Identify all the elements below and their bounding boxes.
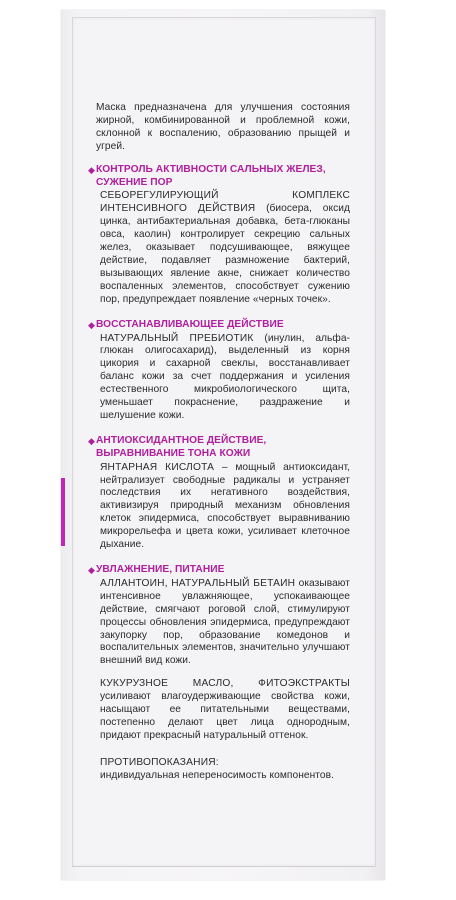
section-heading-text: КОНТРОЛЬ АКТИВНОСТИ САЛЬНЫХ ЖЕЛЕЗ, СУЖЕНИЕ ПОР xyxy=(96,163,326,188)
extra-paragraph-text: усиливают влагоудерживающие свойства кожи, насыщают ее питательными веществами, постепенно делают цвет лица однородным, придают прекрасный натуральный оттенок. xyxy=(100,691,350,741)
section-heading xyxy=(88,163,350,190)
section-moisturizing xyxy=(88,564,350,783)
diamond-bullet-icon: ◆ xyxy=(88,435,95,446)
box-edge-accent xyxy=(61,478,65,546)
panel-bottom-edge xyxy=(72,866,374,867)
section-heading xyxy=(88,318,350,332)
ingredient-lead: СЕБОРЕГУЛИРУЮЩИЙ КОМПЛЕКС ИНТЕНСИВНОГО ДЕЙСТВИЯ xyxy=(100,190,350,215)
ingredient-lead: НАТУРАЛЬНЫЙ ПРЕБИОТИК xyxy=(100,332,254,344)
contraindications-text: индивидуальная непереносимость компонентов. xyxy=(100,769,334,781)
intro-text: Маска предназначена для улучшения состояния жирной, комбинированной и проблемной кожи, склонной к воспалению, образованию прыщей и угрей. xyxy=(96,102,350,152)
section-heading-text: УВЛАЖНЕНИЕ, ПИТАНИЕ xyxy=(96,564,225,575)
ingredient-lead: ЯНТАРНАЯ КИСЛОТА xyxy=(100,461,215,473)
section-body-text: (инулин, альфа-глюкан олигосахарид), выделенный из корня цикория и сахарной свеклы, восстанавливает баланс кожи за счет поддержания и усиления естественного микробиологического щита, уменьшает покраснение, раздражение и шелушение кожи. xyxy=(100,332,350,421)
section-body xyxy=(96,462,350,552)
section-body-text: – мощный антиоксидант, нейтрализует свободные радикалы и устраняет последствия их негативного воздействия, активизируя природный механизм обновления клеток эпидермиса, способствует выравниванию микрорельефа и цвета кожи, усиливает клеточное дыхание. xyxy=(100,461,350,551)
section-heading xyxy=(88,564,350,577)
diamond-bullet-icon: ◆ xyxy=(88,319,95,330)
section-heading-text: ВОССТАНАВЛИВАЮЩЕЕ ДЕЙСТВИЕ xyxy=(96,318,284,330)
diamond-bullet-icon: ◆ xyxy=(88,565,95,575)
section-restoring xyxy=(88,318,350,423)
diamond-bullet-icon: ◆ xyxy=(88,164,95,175)
section-body xyxy=(96,333,350,423)
section-antioxidant xyxy=(88,434,350,552)
label-text xyxy=(88,102,350,795)
section-body xyxy=(96,190,350,306)
contraindications-title: ПРОТИВОПОКАЗАНИЯ: xyxy=(100,756,219,768)
extra-paragraph xyxy=(96,678,350,743)
section-body-text: (биосера, оксид цинка, антибактериальная добавка, бета-глюканы овса, каолин) контролирует секрецию сальных желез, оказывает подсушивающее, вяжущее действие, подавляет размножение бактерий, вызывающих явление акне, снижает количество воспаленных элементов, способствует сужению пор, предупреждает появление «черных точек». xyxy=(100,203,350,305)
section-body-text: оказывают интенсивное увлажняющее, успокаивающее действие, смягчают роговой слой, стимулируют процессы обновления эпидермиса, предупреждают закупорку пор, образование комедонов и воспалительных элементов, значительно улучшают внешний вид кожи. xyxy=(100,577,350,667)
section-body xyxy=(96,578,350,668)
ingredient-lead: АЛЛАНТОИН, НАТУРАЛЬНЫЙ БЕТАИН xyxy=(100,577,296,589)
ingredient-lead: КУКУРУЗНОЕ МАСЛО, ФИТОЭКСТРАКТЫ xyxy=(100,678,350,690)
section-heading xyxy=(88,434,350,461)
section-sebum-control xyxy=(88,163,350,307)
section-heading-text: АНТИОКСИДАНТНОЕ ДЕЙСТВИЕ, ВЫРАВНИВАНИЕ ТОНА КОЖИ xyxy=(96,434,267,459)
